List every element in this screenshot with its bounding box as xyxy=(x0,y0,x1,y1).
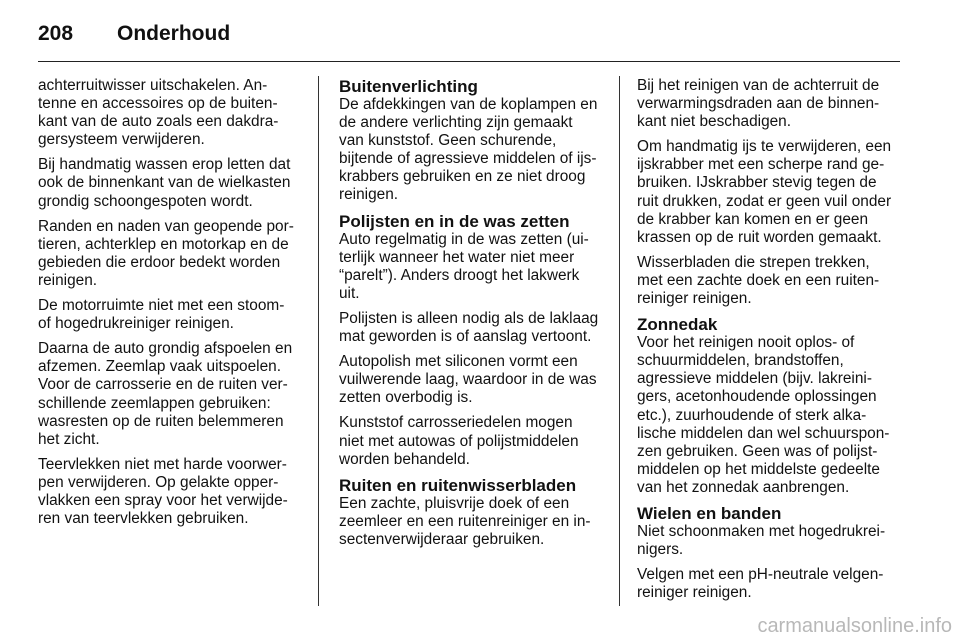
text-line: het zicht. xyxy=(38,430,100,448)
paragraph xyxy=(339,414,607,468)
text-line: Velgen met een pH-neutrale velgen- xyxy=(637,566,884,584)
text-line: Een zachte, pluisvrije doek of een xyxy=(339,494,570,512)
paragraph xyxy=(339,353,607,407)
paragraph xyxy=(38,297,306,333)
text-line: zen gebruiken. Geen was of polijst- xyxy=(637,442,878,460)
text-line: kant niet beschadigen. xyxy=(637,113,792,131)
text-line: ren van teervlekken gebruiken. xyxy=(38,510,249,528)
text-line: vlakken een spray voor het verwijde- xyxy=(38,491,288,509)
text-line: schillende zeemlappen gebruiken: xyxy=(38,394,271,412)
text-line: Teervlekken niet met harde voorwer- xyxy=(38,455,287,473)
paragraph xyxy=(339,231,607,303)
text-line: nigers. xyxy=(637,541,684,559)
text-line: van het zonnedak aanbrengen. xyxy=(637,478,850,496)
section-heading: Ruiten en ruitenwisserbladen xyxy=(339,475,577,495)
text-line: met een zachte doek en een ruiten- xyxy=(637,271,880,289)
text-line: afzemen. Zeemlap vaak uitspoelen. xyxy=(38,358,281,376)
text-line: De motorruimte niet met een stoom- xyxy=(38,297,285,315)
paragraph xyxy=(38,156,306,210)
paragraph xyxy=(339,495,607,549)
column-2 xyxy=(339,77,607,556)
text-line: Om handmatig ijs te verwijderen, een xyxy=(637,138,892,156)
section-heading: Polijsten en in de was zetten xyxy=(339,211,570,231)
text-line: van kunststof. Geen schurende, xyxy=(339,132,557,150)
text-line: de andere verlichting zijn gemaakt xyxy=(339,114,573,132)
text-line: Niet schoonmaken met hogedrukrei- xyxy=(637,522,886,540)
column-divider xyxy=(318,76,319,606)
text-line: zetten overbodig is. xyxy=(339,389,473,407)
text-line: wasresten op de ruiten belemmeren xyxy=(38,412,284,430)
paragraph xyxy=(339,310,607,346)
text-line: tieren, achterklep en motorkap en de xyxy=(38,235,289,253)
text-line: verwarmingsdraden aan de binnen- xyxy=(637,95,880,113)
text-line: terlijk wanneer het water niet meer xyxy=(339,248,575,266)
text-line: agressieve middelen (bijv. lakreini- xyxy=(637,370,872,388)
text-line: Auto regelmatig in de was zetten (ui- xyxy=(339,230,589,248)
text-line: reinigen. xyxy=(339,186,399,204)
text-line: Polijsten is alleen nodig als de laklaag xyxy=(339,309,599,327)
text-line: Autopolish met siliconen vormt een xyxy=(339,353,578,371)
text-line: gersysteem verwijderen. xyxy=(38,131,205,149)
text-line: Wisserbladen die strepen trekken, xyxy=(637,253,870,271)
paragraph xyxy=(637,523,905,559)
column-divider xyxy=(619,76,620,606)
text-line: krabbers gebruiken en ze niet droog xyxy=(339,168,586,186)
text-line: sectenverwijderaar gebruiken. xyxy=(339,530,545,548)
text-line: Bij het reinigen van de achterruit de xyxy=(637,77,880,94)
paragraph xyxy=(38,340,306,449)
text-line: Daarna de auto grondig afspoelen en xyxy=(38,340,293,358)
section-heading: Buitenverlichting xyxy=(339,77,478,96)
section-heading: Zonnedak xyxy=(637,315,718,335)
paragraph xyxy=(637,254,905,308)
paragraph xyxy=(637,77,905,131)
paragraph xyxy=(637,138,905,247)
text-line: bijtende of agressieve middelen of ijs- xyxy=(339,150,597,168)
text-line: reiniger reinigen. xyxy=(637,584,752,602)
text-line: niet met autowas of polijstmiddelen xyxy=(339,432,579,450)
text-line: pen verwijderen. Op gelakte opper- xyxy=(38,473,279,491)
text-line: tenne en accessoires op de buiten- xyxy=(38,95,278,113)
text-line: middelen op het middelste gedeelte xyxy=(637,460,880,478)
text-line: Voor het reinigen nooit oplos- of xyxy=(637,334,855,352)
text-line: de krabber kan komen en er geen xyxy=(637,210,869,228)
text-line: ijskrabber met een scherpe rand ge- xyxy=(637,156,885,174)
page-number: 208 xyxy=(38,22,74,45)
text-line: Randen en naden van geopende por- xyxy=(38,217,294,235)
paragraph xyxy=(38,218,306,290)
text-line: uit. xyxy=(339,284,360,302)
page-title: Onderhoud xyxy=(117,22,231,45)
text-line: bruiken. IJskrabber stevig tegen de xyxy=(637,174,877,192)
text-line: “parelt”). Anders droogt het lakwerk xyxy=(339,266,580,284)
text-line: schuurmiddelen, brandstoffen, xyxy=(637,352,844,370)
text-line: achterruitwisser uitschakelen. An- xyxy=(38,77,268,94)
text-line: ook de binnenkant van de wielkasten xyxy=(38,174,291,192)
paragraph xyxy=(38,456,306,528)
section-heading: Wielen en banden xyxy=(637,503,782,523)
paragraph xyxy=(38,77,306,149)
watermark: carmanualsonline.info xyxy=(757,615,952,637)
column-1 xyxy=(38,77,306,535)
text-line: etc.), zuurhoudende of sterk alka- xyxy=(637,406,867,424)
text-line: gebieden die erdoor bedekt worden xyxy=(38,253,281,271)
text-line: ruit drukken, zodat er geen vuil onder xyxy=(637,192,892,210)
text-line: vuilwerende laag, waardoor in de was xyxy=(339,371,597,389)
text-line: gers, acetonhoudende oplossingen xyxy=(637,388,877,406)
text-line: De afdekkingen van de koplampen en xyxy=(339,96,598,113)
text-line: zeemleer en een ruitenreiniger en in- xyxy=(339,512,591,530)
column-3 xyxy=(637,77,905,609)
text-line: kant van de auto zoals een dakdra- xyxy=(38,113,279,131)
text-line: of hogedrukreiniger reinigen. xyxy=(38,315,234,333)
text-line: Voor de carrosserie en de ruiten ver- xyxy=(38,376,288,394)
text-line: worden behandeld. xyxy=(339,450,470,468)
paragraph xyxy=(637,334,905,497)
text-line: Bij handmatig wassen erop letten dat xyxy=(38,156,291,174)
header-rule xyxy=(38,61,900,62)
text-line: grondig schoongespoten wordt. xyxy=(38,192,253,210)
text-line: Kunststof carrosseriedelen mogen xyxy=(339,414,573,432)
text-line: mat geworden is of aanslag vertoont. xyxy=(339,328,592,346)
text-line: lische middelen dan wel schuurspon- xyxy=(637,424,890,442)
text-line: reiniger reinigen. xyxy=(637,290,752,308)
text-line: reinigen. xyxy=(38,271,98,289)
paragraph xyxy=(637,566,905,602)
paragraph xyxy=(339,96,607,205)
text-line: krassen op de ruit worden gemaakt. xyxy=(637,228,882,246)
